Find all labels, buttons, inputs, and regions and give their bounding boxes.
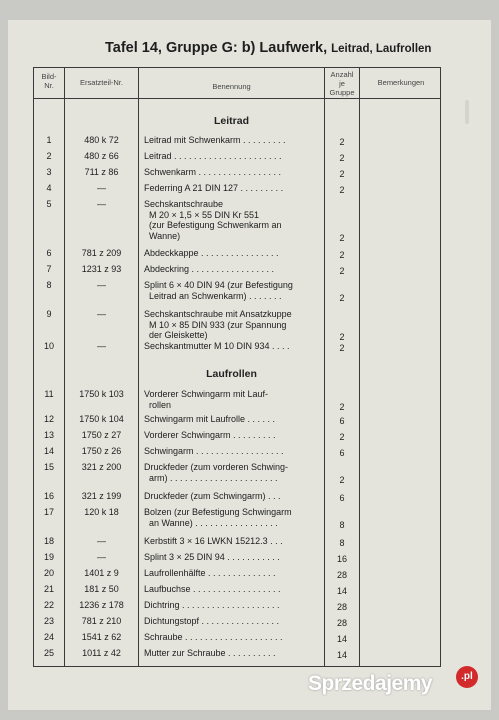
row-ersatzteil-nr: — (97, 183, 106, 193)
row-benennung: Sechskantmutter M 10 DIN 934 . . . . (144, 341, 290, 351)
row-anzahl: 2 (339, 292, 345, 303)
row-bild-nr: 3 (46, 167, 52, 177)
row-benennung: Sechskantschraube M 20 × 1,5 × 55 DIN Kr 551 (zur Befestigung Schwenkarm an Wanne) (144, 199, 282, 241)
row-benennung: Vorderer Schwingarm . . . . . . . . . (144, 430, 276, 440)
row-benennung: Leitrad mit Schwenkarm . . . . . . . . . (144, 135, 286, 145)
row-benennung: Schwingarm . . . . . . . . . . . . . . . . . . (144, 446, 284, 456)
row-anzahl: 2 (339, 332, 345, 342)
row-anzahl: 2 (339, 185, 345, 195)
row-ersatzteil-nr: — (97, 536, 106, 546)
row-benennung: Schraube . . . . . . . . . . . . . . . . . . . . (144, 632, 283, 642)
row-benennung: Dichtring . . . . . . . . . . . . . . . . . . . . (144, 600, 280, 610)
row-ersatzteil-nr: 711 z 86 (84, 167, 119, 177)
col-divider (138, 68, 139, 666)
row-anzahl: 6 (339, 448, 345, 458)
watermark-badge: .pl (456, 666, 478, 688)
row-anzahl: 14 (336, 586, 347, 596)
title-main: Tafel 14, Gruppe G: b) Laufwerk, (105, 40, 328, 56)
section-title: Leitrad (213, 115, 249, 127)
row-ersatzteil-nr: 1236 z 178 (79, 600, 124, 610)
row-bild-nr: 11 (44, 389, 54, 399)
row-anzahl: 2 (339, 137, 345, 147)
binder-mark (465, 100, 469, 124)
row-ersatzteil-nr: 480 z 66 (84, 151, 119, 161)
row-ersatzteil-nr: 181 z 50 (84, 584, 119, 594)
row-bild-nr: 16 (43, 491, 54, 501)
parts-table (33, 67, 441, 667)
row-benennung: Laufrollenhälfte . . . . . . . . . . . . . . (144, 568, 276, 578)
row-anzahl: 2 (339, 343, 345, 353)
row-bild-nr: 8 (46, 280, 52, 290)
row-ersatzteil-nr: 321 z 200 (81, 462, 122, 472)
section-title: Laufrollen (206, 368, 257, 380)
row-anzahl: 2 (339, 250, 345, 260)
row-ersatzteil-nr: 1750 z 27 (81, 430, 122, 440)
row-anzahl: 2 (339, 401, 345, 412)
row-bild-nr: 17 (43, 507, 54, 517)
watermark-logo: Sprzedajemy (308, 672, 433, 695)
page-title (105, 40, 485, 56)
row-anzahl: 8 (339, 519, 345, 530)
row-bild-nr: 14 (43, 446, 54, 456)
row-bild-nr: 7 (46, 264, 52, 274)
row-benennung: Federring A 21 DIN 127 . . . . . . . . . (144, 183, 284, 193)
row-benennung: Druckfeder (zum vorderen Schwing- arm) . . . . . . . . . . . . . . . . . . . . . . (144, 462, 289, 483)
row-anzahl: 6 (339, 493, 345, 503)
row-benennung: Vorderer Schwingarm mit Lauf- rollen (144, 389, 269, 410)
row-anzahl: 2 (339, 153, 345, 163)
row-anzahl: 2 (339, 266, 345, 276)
row-ersatzteil-nr: 1541 z 62 (81, 632, 122, 642)
row-bild-nr: 24 (43, 632, 54, 642)
header-nr: Bild- Nr. (41, 72, 57, 90)
row-bild-nr: 1 (46, 135, 52, 145)
row-ersatzteil-nr: 1750 k 104 (79, 414, 124, 424)
col-divider (359, 68, 360, 666)
row-ersatzteil-nr: — (97, 309, 106, 319)
row-benennung: Abdeckring . . . . . . . . . . . . . . . . . (144, 264, 275, 274)
row-bild-nr: 13 (43, 430, 54, 440)
row-ersatzteil-nr: 120 k 18 (84, 507, 119, 517)
row-anzahl: 8 (339, 538, 345, 548)
row-benennung: Schwenkarm . . . . . . . . . . . . . . . . . (144, 167, 282, 177)
row-bild-nr: 21 (43, 584, 54, 594)
row-bild-nr: 2 (46, 151, 52, 161)
row-benennung: Leitrad . . . . . . . . . . . . . . . . . . . . . . (144, 151, 282, 161)
row-anzahl: 2 (339, 169, 345, 179)
row-benennung: Druckfeder (zum Schwingarm) . . . (144, 491, 281, 501)
row-bild-nr: 25 (43, 648, 54, 658)
row-ersatzteil-nr: — (97, 199, 106, 209)
header-benennung: Benennung (212, 82, 251, 91)
row-bild-nr: 15 (43, 462, 54, 472)
row-bild-nr: 23 (43, 616, 54, 626)
row-ersatzteil-nr: 781 z 210 (81, 616, 122, 626)
row-anzahl: 14 (336, 634, 347, 644)
row-ersatzteil-nr: 1750 z 26 (81, 446, 122, 456)
row-ersatzteil-nr: 321 z 199 (81, 491, 122, 501)
row-anzahl: 28 (336, 618, 347, 628)
row-anzahl: 28 (336, 602, 347, 612)
row-bild-nr: 10 (43, 341, 54, 351)
row-ersatzteil-nr: 781 z 209 (81, 248, 122, 258)
row-benennung: Bolzen (zur Befestigung Schwingarm an Wanne) . . . . . . . . . . . . . . . . . (144, 507, 292, 528)
row-benennung: Mutter zur Schraube . . . . . . . . . . (144, 648, 276, 658)
row-benennung: Laufbuchse . . . . . . . . . . . . . . . . . . (144, 584, 281, 594)
row-anzahl: 2 (339, 474, 345, 485)
row-benennung: Sechskantschraube mit Ansatzkuppe M 10 × 85 DIN 933 (zur Spannung der Gleiskette) (144, 309, 292, 340)
row-benennung: Abdeckkappe . . . . . . . . . . . . . . . . (144, 248, 279, 258)
row-ersatzteil-nr: — (97, 280, 106, 290)
header-bemerkungen: Bemerkungen (377, 78, 425, 87)
row-ersatzteil-nr: 1231 z 93 (81, 264, 122, 274)
row-anzahl: 14 (336, 650, 347, 660)
row-bild-nr: 5 (46, 199, 52, 209)
row-anzahl: 2 (339, 432, 345, 442)
header-ersatzteil: Ersatzteil-Nr. (80, 78, 123, 87)
row-benennung: Kerbstift 3 × 16 LWKN 15212.3 . . . (144, 536, 283, 546)
row-benennung: Schwingarm mit Laufrolle . . . . . . (144, 414, 276, 424)
row-bild-nr: 19 (43, 552, 54, 562)
row-bild-nr: 9 (46, 309, 52, 319)
row-ersatzteil-nr: 480 k 72 (84, 135, 119, 145)
row-anzahl: 16 (336, 554, 347, 564)
row-bild-nr: 20 (43, 568, 54, 578)
row-ersatzteil-nr: 1401 z 9 (84, 568, 119, 578)
header-divider (34, 98, 440, 99)
row-benennung: Splint 3 × 25 DIN 94 . . . . . . . . . . . (144, 552, 280, 562)
header-anzahl: Anzahl je Gruppe (329, 70, 355, 97)
title-sub: Leitrad, Laufrollen (331, 43, 432, 55)
row-benennung: Dichtungstopf . . . . . . . . . . . . . . . . (144, 616, 280, 626)
row-bild-nr: 22 (43, 600, 54, 610)
row-ersatzteil-nr: 1011 z 42 (82, 648, 121, 658)
row-anzahl: 28 (336, 570, 347, 580)
row-bild-nr: 4 (46, 183, 52, 193)
row-bild-nr: 6 (46, 248, 52, 258)
row-ersatzteil-nr: 1750 k 103 (79, 389, 124, 399)
row-anzahl: 2 (339, 232, 345, 243)
row-bild-nr: 12 (43, 414, 54, 424)
row-ersatzteil-nr: — (97, 552, 106, 562)
row-benennung: Splint 6 × 40 DIN 94 (zur Befestigung Leitrad an Schwenkarm) . . . . . . . (144, 280, 293, 301)
row-anzahl: 6 (339, 416, 345, 426)
row-ersatzteil-nr: — (97, 341, 106, 351)
row-bild-nr: 18 (43, 536, 54, 546)
